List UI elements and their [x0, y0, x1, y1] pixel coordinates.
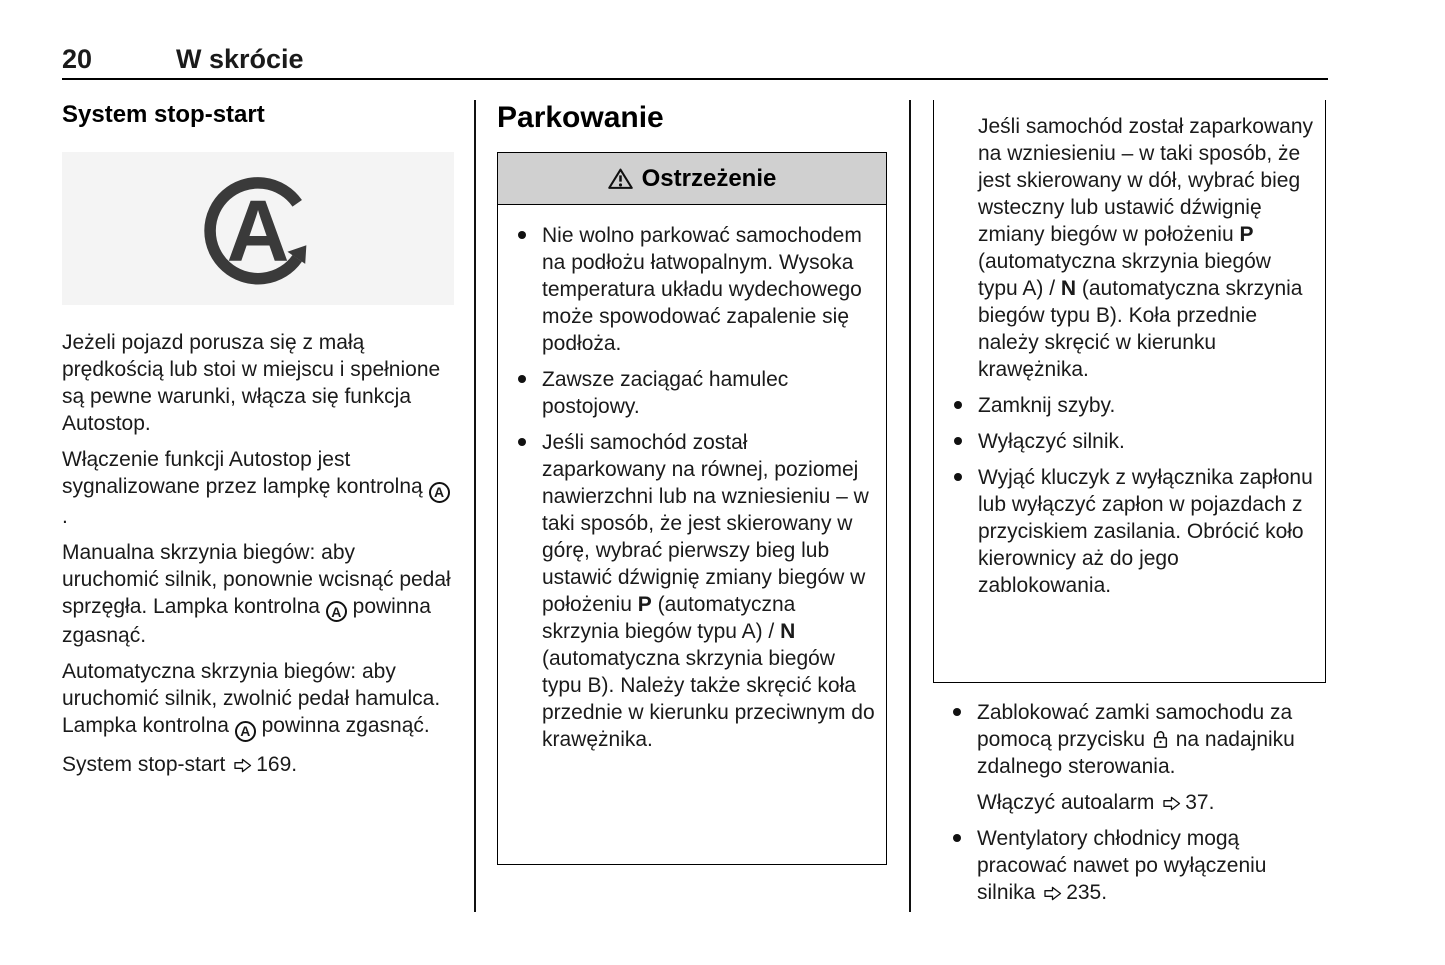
header-rule — [62, 78, 1328, 80]
column-stop-start — [62, 100, 454, 787]
warning-box — [497, 152, 887, 865]
bullet-dot — [518, 375, 526, 383]
parking-heading: Parkowanie — [497, 101, 664, 134]
bullet-dot — [953, 708, 961, 716]
list-item: Zablokować zamki samochodu za pomocą przycisku na nadajniku zdalnego sterowania. — [943, 699, 1316, 780]
paragraph-autostop-intro: Jeżeli pojazd porusza się z małą prędkością lub stoi w miejscu i spełnione są pewne warunki, włącza się funkcja Autostop. — [62, 331, 441, 435]
paragraph-automatic-gearbox: Automatyczna skrzynia biegów: aby uruchomić silnik, zwolnić pedał hamulca. Lampka kontrolna A powinna zgasnąć. — [62, 658, 454, 742]
list-item: Wyłączyć silnik. — [944, 428, 1315, 455]
stop-start-symbol-figure — [62, 152, 454, 305]
list-item: Wyjąć kluczyk z wyłącznika zapłonu lub wyłączyć zapłon w pojazdach z przyciskiem zasilania. Obrócić koło kierownicy aż do jego zablokowania. — [944, 464, 1315, 599]
page-reference-arrow-icon — [1043, 886, 1062, 901]
column-divider-2 — [909, 100, 911, 912]
list-item: Wentylatory chłodnicy mogą pracować nawet po wyłączeniu silnika 235. — [943, 825, 1316, 906]
paragraph-autostop-lamp: Włączenie funkcji Autostop jest sygnalizowane przez lampkę kontrolną A. — [62, 446, 454, 530]
column-parking — [497, 100, 887, 865]
paragraph-manual-gearbox: Manualna skrzynia biegów: aby uruchomić silnik, ponownie wcisnąć pedał sprzęgła. Lampka kontrolna A powinna zgasnąć. — [62, 540, 451, 647]
after-warning-list — [933, 699, 1326, 906]
circled-a-indicator-icon: A — [429, 482, 450, 503]
circled-a-indicator-icon: A — [326, 601, 347, 622]
stop-start-heading: System stop-start — [62, 101, 265, 128]
bullet-dot — [518, 438, 526, 446]
lock-icon — [1153, 729, 1168, 749]
page-title: W skrócie — [176, 44, 304, 74]
stop-start-circular-arrow-icon — [187, 158, 329, 300]
warning-box-continuation — [933, 100, 1326, 683]
bullet-dot — [953, 834, 961, 842]
page-reference-arrow-icon — [233, 758, 252, 773]
warning-box-header — [498, 153, 886, 205]
paragraph-alarm-reference: Włączyć autoalarm 37. — [977, 791, 1215, 814]
list-item: Jeśli samochód został zaparkowany na równej, poziomej nawierzchni lub na wzniesieniu – w taki sposób, że jest skierowany w górę, wybrać pierwszy bieg lub ustawić dźwignię zmiany biegów w położeniu P (automatyczna skrzynia biegów typu A) / N (automatyczna skrzynia biegów typu B). Należy także skręcić koła przednie w kierunku przeciwnym do krawężnika. — [508, 429, 876, 753]
page-number: 20 — [62, 44, 93, 74]
circled-a-indicator-icon: A — [235, 721, 256, 742]
warning-triangle-icon — [608, 167, 633, 190]
list-item: Nie wolno parkować samochodem na podłożu łatwopalnym. Wysoka temperatura układu wydechowego może spowodować zapalenie się podłoża. — [508, 222, 876, 357]
bullet-dot — [518, 231, 526, 239]
list-item-continued: Jeśli samochód został zaparkowany na wzniesieniu – w taki sposób, że jest skierowany w dół, wybrać bieg wsteczny lub ustawić dźwignię zmiany biegów w położeniu P (automatyczna skrzynia biegów typu A) / N (automatyczna skrzynia biegów typu B). Koła przednie należy skręcić w kierunku krawężnika. — [978, 115, 1313, 381]
warning-box-body — [498, 205, 886, 770]
column-divider-1 — [474, 100, 476, 912]
paragraph-stop-start-reference: System stop-start 169. — [62, 752, 298, 776]
column-parking-continued — [933, 100, 1326, 915]
bullet-dot — [954, 473, 962, 481]
list-item: Zawsze zaciągać hamulec postojowy. — [508, 366, 876, 420]
page-reference-arrow-icon — [1162, 796, 1181, 811]
bullet-dot — [954, 437, 962, 445]
bullet-dot — [954, 401, 962, 409]
stop-start-symbol-letter: A — [226, 182, 290, 280]
list-item: Zamknij szyby. — [944, 392, 1315, 419]
warning-title: Ostrzeżenie — [641, 164, 777, 192]
